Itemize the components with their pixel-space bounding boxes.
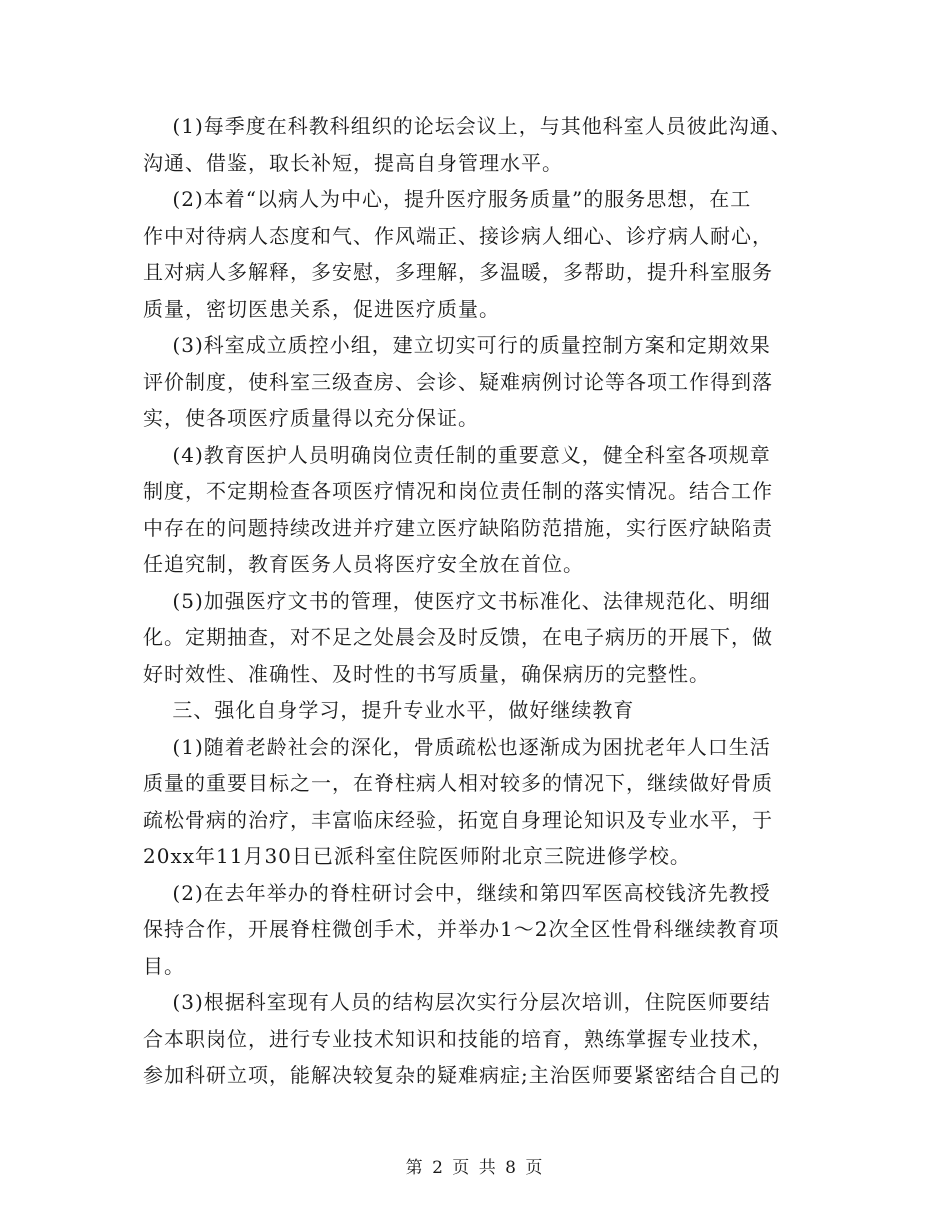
text-line: 且对病人多解释，多安慰，多理解，多温暖，多帮助，提升科室服务 [143,260,773,284]
text-line: (4)教育医护人员明确岗位责任制的重要意义，健全科室各项规章 [143,442,771,467]
text-line: (1)每季度在科教科组织的论坛会议上，与其他科室人员彼此沟通、 [143,114,792,138]
text-line: 参加科研立项，能解决较复杂的疑难病症;主治医师要紧密结合自己的 [143,1063,781,1087]
text-line: 制度，不定期检查各项医疗情况和岗位责任制的落实情况。结合工作 [143,479,773,503]
text-line: (5)加强医疗文书的管理，使医疗文书标准化、法律规范化、明细 [143,588,771,613]
text-line: 20xx年11月30日已派科室住院医师附北京三院进修学校。 [143,844,691,868]
text-line: (1)随着老龄社会的深化，骨质疏松也逐渐成为困扰老年人口生活 [143,734,771,759]
text-line: 中存在的问题持续改进并疗建立医疗缺陷防范措施，实行医疗缺陷责 [143,515,773,540]
text-line: 任追究制，教育医务人员将医疗安全放在首位。 [143,552,584,576]
text-line: (3)根据科室现有人员的结构层次实行分层次培训，住院医师要结 [143,990,771,1014]
text-line: 合本职岗位，进行专业技术知识和技能的培育，熟练掌握专业技术， [143,1026,773,1051]
text-line: 疏松骨病的治疗，丰富临床经验，拓宽自身理论知识及专业水平，于 [143,807,773,832]
text-line: (2)在去年举办的脊柱研讨会中，继续和第四军医高校钱济先教授 [143,880,771,905]
text-line: 目。 [143,953,185,978]
text-line: 质量的重要目标之一，在脊柱病人相对较多的情况下，继续做好骨质 [143,771,773,795]
text-line: 保持合作，开展脊柱微创手术，并举办1～2次全区性骨科继续教育项 [143,917,780,941]
text-line: (2)本着“以病人为中心，提升医疗服务质量”的服务思想，在工 [143,187,752,211]
text-line: 评价制度，使科室三级查房、会诊、疑难病例讨论等各项工作得到落 [143,369,773,394]
section-heading: 三、强化自身学习，提升专业水平，做好继续教育 [143,698,635,722]
text-line: 沟通、借鉴，取长补短，提高自身管理水平。 [143,150,563,175]
text-line: 好时效性、准确性、及时性的书写质量，确保病历的完整性。 [143,661,710,686]
text-line: 作中对待病人态度和气、作风端正、接诊病人细心、诊疗病人耐心， [143,223,773,248]
text-line: 实，使各项医疗质量得以充分保证。 [143,406,479,430]
text-line: (3)科室成立质控小组，建立切实可行的质量控制方案和定期效果 [143,333,771,357]
page-number-footer: 第 2 页 共 8 页 [405,1158,545,1178]
text-line: 化。定期抽查，对不足之处晨会及时反馈，在电子病历的开展下，做 [143,625,773,649]
text-line: 质量，密切医患关系，促进医疗质量。 [143,296,500,321]
document-body [143,108,813,1094]
